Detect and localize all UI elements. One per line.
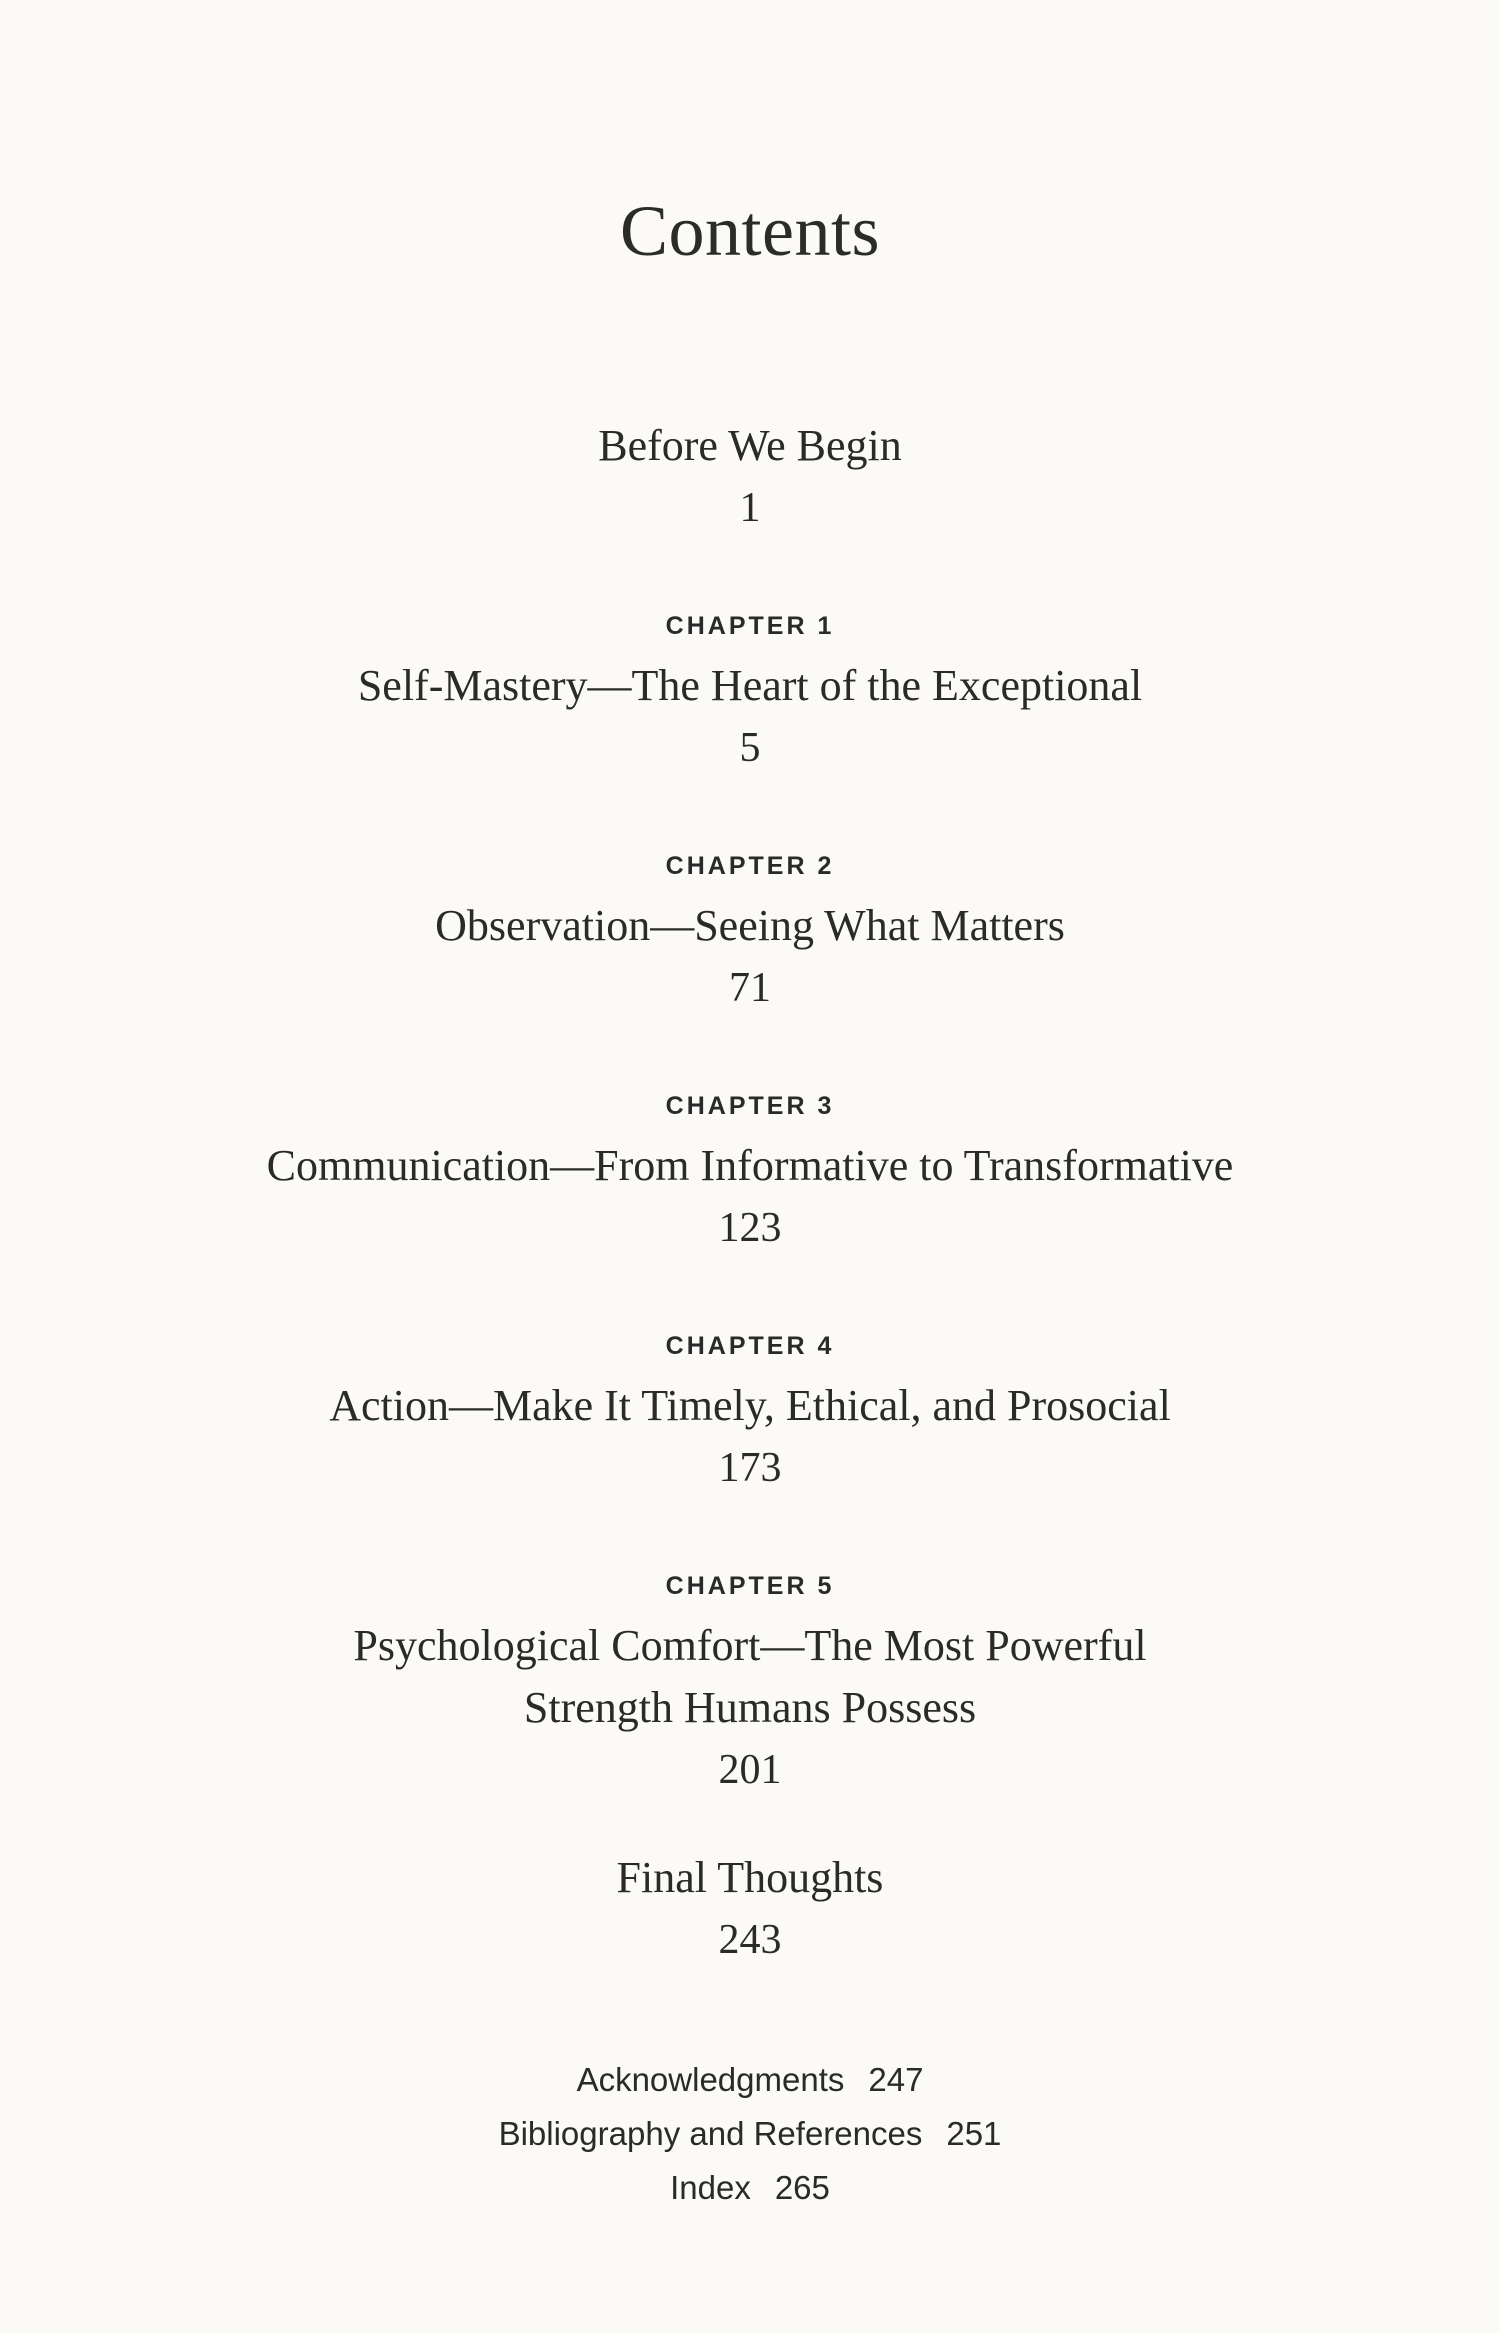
entry-page-number: 1 — [739, 485, 761, 531]
entry-title: Communication—From Informative to Transformative — [266, 1141, 1234, 1190]
back-matter-page-number: 247 — [868, 2061, 924, 2098]
chapter-label: CHAPTER 4 — [665, 1332, 835, 1360]
toc-entry-chapter-3 — [0, 1091, 1500, 1259]
back-matter-index — [0, 2161, 1500, 2215]
entry-page-number: 201 — [718, 1747, 782, 1793]
entry-page-number: 243 — [718, 1917, 782, 1963]
entry-title: Self-Mastery—The Heart of the Exceptional — [357, 661, 1143, 710]
toc-entry-chapter-5 — [0, 1571, 1500, 1801]
entry-title-line-2: Strength Humans Possess — [523, 1683, 977, 1732]
back-matter-acknowledgments — [0, 2053, 1500, 2107]
toc-entry-chapter-4 — [0, 1331, 1500, 1499]
toc-entry-before-we-begin — [0, 415, 1500, 539]
chapter-label: CHAPTER 5 — [665, 1572, 835, 1600]
back-matter-bibliography — [0, 2107, 1500, 2161]
toc-entry-final-thoughts — [0, 1847, 1500, 1971]
table-of-contents — [0, 415, 1500, 2215]
page-title: Contents — [619, 191, 880, 271]
back-matter-page-number: 251 — [946, 2115, 1002, 2152]
chapter-label: CHAPTER 2 — [665, 852, 835, 880]
entry-title: Action—Make It Timely, Ethical, and Prosocial — [329, 1381, 1171, 1430]
back-matter-page-number: 265 — [774, 2169, 830, 2206]
entry-title-line-1: Psychological Comfort—The Most Powerful — [353, 1621, 1147, 1670]
toc-entry-chapter-1 — [0, 611, 1500, 779]
back-matter-list — [0, 2053, 1500, 2215]
entry-page-number: 173 — [718, 1445, 782, 1491]
entry-page-number: 123 — [718, 1205, 782, 1251]
back-matter-label: Acknowledgments — [576, 2061, 845, 2098]
toc-entry-chapter-2 — [0, 851, 1500, 1019]
back-matter-label: Index — [670, 2169, 751, 2206]
chapter-label: CHAPTER 3 — [665, 1092, 835, 1120]
chapter-label: CHAPTER 1 — [665, 612, 835, 640]
entry-title: Observation—Seeing What Matters — [435, 901, 1065, 950]
entry-title: Before We Begin — [598, 421, 902, 470]
entry-page-number: 5 — [739, 725, 761, 771]
entry-page-number: 71 — [729, 965, 771, 1011]
entry-title: Final Thoughts — [616, 1853, 884, 1902]
back-matter-label: Bibliography and References — [498, 2115, 923, 2152]
